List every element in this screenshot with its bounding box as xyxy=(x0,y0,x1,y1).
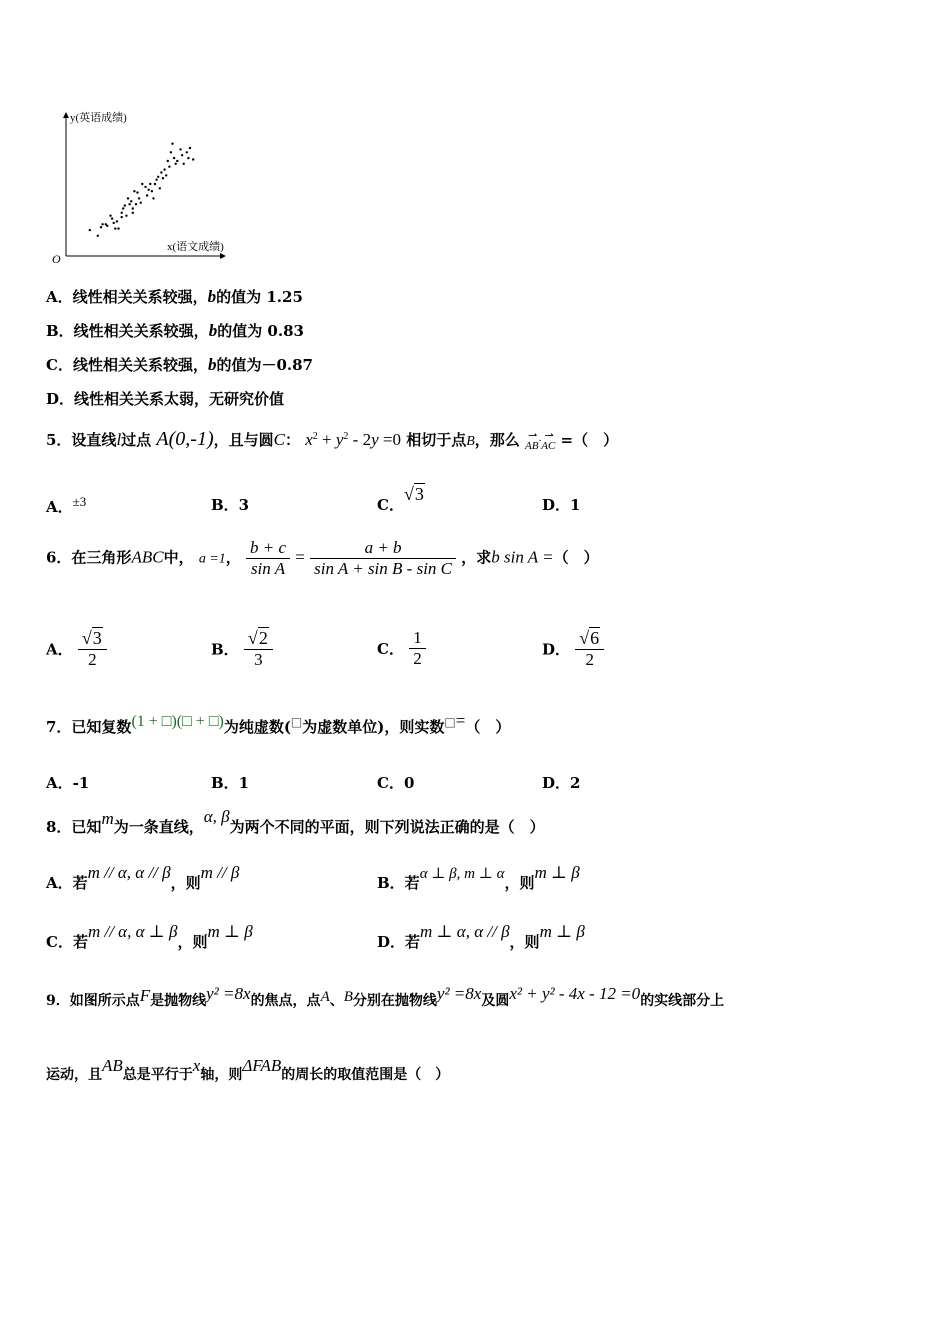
scatter-point xyxy=(122,207,124,209)
q4-option-b-var: b xyxy=(208,321,218,340)
q8-option-b[interactable]: B．若α ⊥ β, m ⊥ α，则m ⊥ β xyxy=(377,863,580,892)
scatter-point xyxy=(168,166,170,168)
q5-option-b[interactable]: B．3 xyxy=(211,496,250,514)
q7-option-b[interactable]: B．1 xyxy=(211,774,250,792)
q4-option-c-rest: 的值为－0.87 xyxy=(216,356,313,374)
scatter-point xyxy=(162,177,164,179)
q9-stem-line1: 9．如图所示点F是抛物线y² =8x的焦点，点A、B分别在抛物线y² =8x及圆x² + y² ‐ 4x ‐ 12 =0的实线部分上 xyxy=(46,984,725,1009)
q5-pass: 过点 xyxy=(121,431,152,449)
q4-option-c-var: b xyxy=(207,355,217,374)
scatter-point xyxy=(148,189,150,191)
q5-eq-zero: =0 xyxy=(378,430,401,449)
q5-stem: 5．设直线l过点 A(0,‐1)，且与圆C： $x^2 + y^2$ ‐ 2y =0 相切于点B，那么 ⇀ AB· ⇀ AC =（ ） xyxy=(46,428,619,452)
scatter-point xyxy=(165,174,167,176)
scatter-point xyxy=(141,183,143,185)
q4-option-a-rest: 的值为 1.25 xyxy=(216,288,303,306)
q6-fraction-1: $\frac{b + c}{\text{sin A}}$ xyxy=(246,538,290,579)
scatter-point xyxy=(138,197,140,199)
q7-expr: (1 + □)(□ + □) xyxy=(131,713,224,730)
scatter-point xyxy=(97,235,99,237)
q5-mid: ，且与圆 xyxy=(213,431,274,449)
y-axis-arrow xyxy=(63,112,69,118)
scatter-point xyxy=(132,207,134,209)
scatter-point xyxy=(154,183,156,185)
q5-colon: ： xyxy=(284,431,300,449)
q5-point: A(0,‐1) xyxy=(156,428,214,450)
q8-stem: 8．已知m为一条直线，α, β为两个不同的平面，则下列说法正确的是（ ） xyxy=(46,807,545,836)
scatter-svg xyxy=(50,106,240,266)
scatter-point xyxy=(128,203,130,205)
q9-stem-line2: 运动，且AB总是平行于x轴，则ΔFAB的周长的取值范围是（ ） xyxy=(46,1056,450,1083)
scatter-point xyxy=(151,190,153,192)
q5-option-c[interactable]: C．√3 xyxy=(377,484,424,514)
scatter-point xyxy=(121,216,123,218)
q7-num: 7．已知复数 xyxy=(46,718,132,736)
q4-option-c-text: C．线性相关关系较强， xyxy=(46,356,208,374)
origin-label: O xyxy=(52,252,61,266)
q5-B: B xyxy=(466,434,475,449)
scatter-point xyxy=(121,212,123,214)
scatter-point xyxy=(89,229,91,231)
q6-option-c[interactable]: C． $\frac{1}{2}$ xyxy=(377,628,426,669)
q6-fraction-2: $\frac{a + b}{\text{sin A + sin B ‐ sin C}}$ xyxy=(310,538,456,579)
scatter-point xyxy=(157,176,159,178)
y-axis-label: y(英语成绩) xyxy=(70,112,127,124)
q6-target: b sin A = xyxy=(491,547,554,567)
q5-eq-x: x xyxy=(305,430,313,449)
scatter-point xyxy=(192,158,194,160)
q5-eq-plus: + xyxy=(317,430,336,449)
scatter-point xyxy=(133,190,135,192)
q5-eq-y: y xyxy=(335,430,344,449)
q6-equals: = xyxy=(295,547,305,567)
scatter-point xyxy=(175,163,177,165)
q6-a1: a =1 xyxy=(198,551,226,567)
scatter-point xyxy=(170,151,172,153)
scatter-point xyxy=(100,226,102,228)
scatter-point xyxy=(114,227,116,229)
q4-option-a-var: b xyxy=(207,287,217,306)
q5-option-a[interactable]: A．±3 xyxy=(46,494,87,516)
q6-stem: 6．在三角形ABC中， a =1， $\frac{b + c}{\text{sin A}}$ = $\frac{a + b}{\text{sin A + sin B ‐ sin C}}$ ，求b sin A =（ ） xyxy=(46,538,599,578)
scatter-point xyxy=(186,151,188,153)
q5-option-d[interactable]: D．1 xyxy=(542,496,581,514)
scatter-point xyxy=(127,197,129,199)
q8-ab: α, β xyxy=(203,807,230,826)
q8-option-a[interactable]: A．若m // α, α // β，则m // β xyxy=(46,863,240,892)
scatter-point xyxy=(132,212,134,214)
scatter-point xyxy=(167,160,169,162)
q5-vec-ab: ⇀ AB xyxy=(525,430,539,452)
scatter-point xyxy=(111,217,113,219)
scatter-point xyxy=(117,227,119,229)
scatter-point xyxy=(140,202,142,204)
scatter-plot xyxy=(50,106,240,266)
scatter-point xyxy=(187,157,189,159)
scatter-point xyxy=(189,147,191,149)
q8-m: m xyxy=(101,809,114,828)
q5-l: l xyxy=(116,430,122,449)
x-axis-arrow xyxy=(220,253,226,259)
q5-eq-paren: =（ ） xyxy=(560,431,619,449)
q5-tangent: 相切于点 xyxy=(406,431,467,449)
q5-vec-ac: ⇀ AC xyxy=(541,430,556,452)
x-axis-label: x(语文成绩) xyxy=(167,241,224,253)
q8-option-c[interactable]: C．若m // α, α ⊥ β，则m ⊥ β xyxy=(46,922,253,951)
q6-option-d[interactable]: D． $\frac{√6}{2}$ xyxy=(542,628,604,670)
q5-dot: · xyxy=(538,435,542,447)
q7-option-d[interactable]: D．2 xyxy=(542,774,581,792)
q6-option-a[interactable]: A． $\frac{√3}{2}$ xyxy=(46,628,107,670)
scatter-point xyxy=(155,179,157,181)
scatter-point xyxy=(106,225,108,227)
q5-option-c-sqrt: √3 xyxy=(403,484,424,504)
q7-option-a[interactable]: A．-1 xyxy=(46,774,90,792)
q7-option-c[interactable]: C．0 xyxy=(377,774,415,792)
scatter-point xyxy=(144,186,146,188)
points-layer xyxy=(89,143,195,238)
q4-option-b[interactable] xyxy=(46,320,304,341)
q5-then: ，那么 xyxy=(474,431,520,449)
scatter-point xyxy=(160,171,162,173)
scatter-point xyxy=(163,168,165,170)
scatter-point xyxy=(146,194,148,196)
q6-num: 6．在三角形 xyxy=(46,548,132,567)
scatter-point xyxy=(135,203,137,205)
q8-option-d[interactable]: D．若m ⊥ α, α // β，则m ⊥ β xyxy=(377,922,585,951)
q4-option-b-rest: 的值为 0.83 xyxy=(217,322,304,340)
scatter-point xyxy=(125,215,127,217)
scatter-point xyxy=(101,223,103,225)
scatter-point xyxy=(149,183,151,185)
scatter-point xyxy=(171,143,173,145)
q5-eq-minus: ‐ 2 xyxy=(348,430,372,449)
q4-option-a-text: A．线性相关关系较强， xyxy=(46,288,208,306)
scatter-point xyxy=(116,220,118,222)
q5-option-a-val: ±3 xyxy=(72,494,87,509)
scatter-point xyxy=(176,160,178,162)
scatter-point xyxy=(109,215,111,217)
q4-option-d[interactable] xyxy=(46,388,284,409)
q5-C: C xyxy=(273,430,285,449)
q6-option-b[interactable]: B． $\frac{√2}{3}$ xyxy=(211,628,273,670)
scatter-point xyxy=(173,157,175,159)
scatter-point xyxy=(130,200,132,202)
scatter-point xyxy=(183,163,185,165)
scatter-point xyxy=(152,197,154,199)
scatter-point xyxy=(136,191,138,193)
scatter-point xyxy=(181,154,183,156)
scatter-point xyxy=(113,222,115,224)
q7-stem: 7．已知复数(1 + □)(□ + □)为纯虚数(□为虚数单位)，则实数□=（ ） xyxy=(46,711,511,736)
q5-eq-y2: y xyxy=(371,430,379,449)
q4-option-d-text: D．线性相关关系太弱，无研究价值 xyxy=(46,390,285,408)
scatter-point xyxy=(179,148,181,150)
q6-abc: ABC xyxy=(131,547,164,567)
q5-num: 5．设直线 xyxy=(46,431,117,449)
scatter-point xyxy=(124,204,126,206)
scatter-point xyxy=(159,187,161,189)
q4-option-a[interactable] xyxy=(46,286,303,307)
q4-option-b-text: B．线性相关关系较强， xyxy=(46,322,209,340)
q4-option-c[interactable] xyxy=(46,354,313,375)
